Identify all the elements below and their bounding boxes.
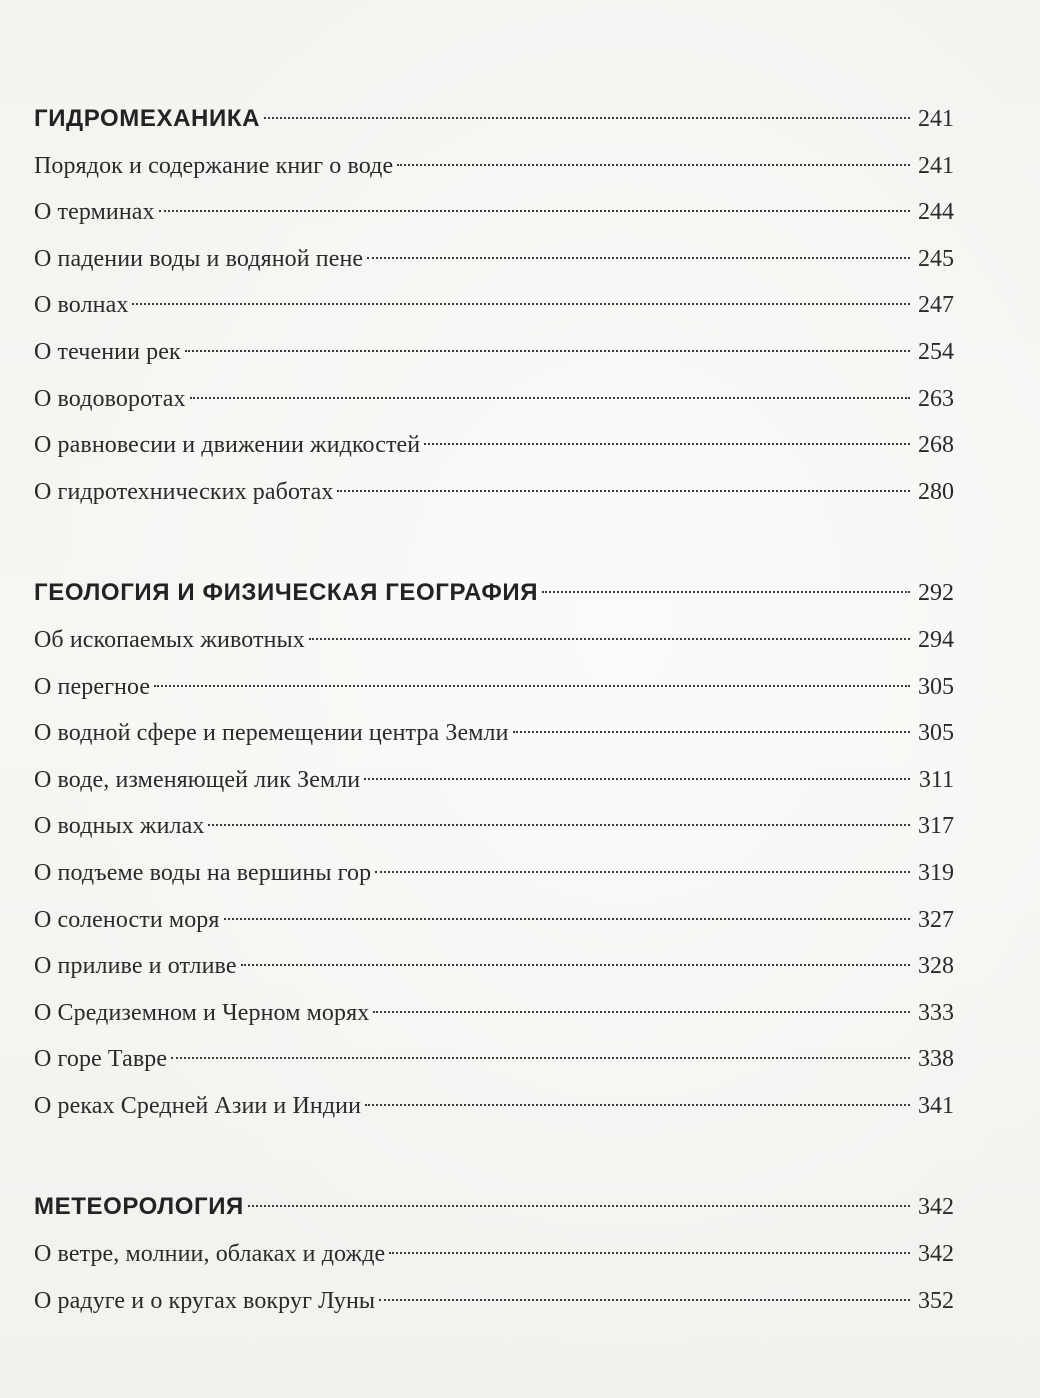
dot-leader	[132, 303, 910, 305]
dot-leader	[513, 731, 910, 733]
toc-entry-title: Об ископаемых животных	[34, 626, 305, 653]
toc-entry	[34, 757, 954, 804]
dot-leader	[208, 824, 910, 826]
toc-section-meteorology	[34, 1184, 954, 1324]
toc-entry-title: О Средиземном и Черном морях	[34, 999, 370, 1026]
toc-entry	[34, 617, 954, 664]
toc-entry	[34, 850, 954, 897]
section-heading-page: 292	[918, 580, 954, 607]
toc-entry-page: 268	[918, 432, 954, 459]
toc-entry-title: О горе Тавре	[34, 1046, 168, 1073]
dot-leader	[185, 350, 910, 352]
toc-entry	[34, 282, 954, 329]
section-heading-page: 241	[918, 106, 954, 132]
toc-entry-title: О подъеме воды на вершины гор	[34, 859, 372, 886]
dot-leader	[365, 1104, 910, 1106]
dot-leader	[241, 964, 910, 966]
toc-entry-title: О падении воды и водяной пене	[34, 245, 364, 272]
toc-entry-title: О водоворотах	[34, 385, 186, 412]
toc-section-hydromechanics	[34, 96, 954, 515]
dot-leader	[389, 1252, 910, 1254]
dot-leader	[248, 1205, 910, 1207]
section-spacer	[34, 1129, 954, 1184]
toc-entry-title: О перегное	[34, 673, 151, 700]
toc-entry-title: О солености моря	[34, 906, 220, 933]
toc-entry	[34, 990, 954, 1037]
toc-entry-title: О ветре, молнии, облаках и дожде	[34, 1241, 386, 1268]
toc-entry	[34, 1278, 954, 1325]
toc-entry-page: 244	[918, 199, 954, 226]
toc-entry	[34, 664, 954, 711]
toc-entry	[34, 897, 954, 944]
dot-leader	[364, 778, 910, 780]
dot-leader	[542, 591, 910, 593]
toc-section-geology	[34, 570, 954, 1129]
toc-entry-page: 294	[918, 626, 954, 653]
section-heading-title: ГЕОЛОГИЯ И ФИЗИЧЕСКАЯ ГЕОГРАФИЯ	[34, 579, 539, 607]
section-heading	[34, 1184, 954, 1231]
toc-entry	[34, 803, 954, 850]
toc-entry	[34, 1036, 954, 1083]
section-heading	[34, 96, 954, 143]
section-heading-page: 342	[918, 1194, 954, 1221]
dot-leader	[424, 443, 910, 445]
toc-entry-page: 341	[918, 1092, 954, 1119]
dot-leader	[367, 257, 910, 259]
toc-entry-title: О водной сфере и перемещении центра Земли	[34, 720, 509, 747]
dot-leader	[264, 117, 910, 119]
toc-entry	[34, 1231, 954, 1278]
dot-leader	[154, 685, 910, 687]
toc-entry	[34, 189, 954, 236]
section-spacer	[34, 515, 954, 570]
toc-entry-page: 317	[918, 813, 954, 840]
toc-entry-page: 241	[918, 152, 954, 179]
dot-leader	[375, 871, 910, 873]
dot-leader	[337, 490, 910, 492]
toc-entry-page: 254	[918, 338, 954, 365]
dot-leader	[190, 397, 910, 399]
toc-entry	[34, 710, 954, 757]
toc-entry-title: О воде, изменяющей лик Земли	[34, 766, 361, 793]
toc-entry-page: 311	[918, 766, 954, 793]
toc-entry-page: 333	[918, 999, 954, 1026]
toc-entry-title: О терминах	[34, 199, 155, 226]
toc-entry-page: 338	[918, 1046, 954, 1073]
dot-leader	[171, 1057, 910, 1059]
dot-leader	[373, 1011, 910, 1013]
toc-entry	[34, 422, 954, 469]
toc-entry-page: 328	[918, 953, 954, 980]
dot-leader	[224, 918, 910, 920]
section-heading	[34, 570, 954, 617]
toc-entry-page: 245	[918, 245, 954, 272]
toc-entry-title: О гидротехнических работах	[34, 478, 334, 505]
toc-entry-title: Порядок и содержание книг о воде	[34, 152, 394, 179]
section-heading-title: МЕТЕОРОЛОГИЯ	[34, 1193, 244, 1221]
dot-leader	[159, 210, 910, 212]
toc-entry-page: 263	[918, 385, 954, 412]
toc-entry-page: 305	[918, 720, 954, 747]
toc-entry-page: 352	[918, 1287, 954, 1314]
toc-entry-title: О волнах	[34, 292, 129, 319]
toc-entry-title: О водных жилах	[34, 813, 205, 840]
dot-leader	[379, 1299, 910, 1301]
toc-entry-page: 280	[918, 478, 954, 505]
toc-entry	[34, 943, 954, 990]
toc-entry-title: О равновесии и движении жидкостей	[34, 432, 421, 459]
toc-entry	[34, 376, 954, 423]
toc-entry-page: 342	[918, 1241, 954, 1268]
toc-entry-title: О приливе и отливе	[34, 953, 237, 980]
dot-leader	[309, 638, 910, 640]
toc-entry	[34, 236, 954, 283]
toc-entry-page: 247	[918, 292, 954, 319]
table-of-contents	[34, 96, 954, 1324]
toc-entry	[34, 143, 954, 190]
toc-entry-title: О радуге и о кругах вокруг Луны	[34, 1287, 376, 1314]
toc-entry	[34, 329, 954, 376]
toc-entry-page: 327	[918, 906, 954, 933]
toc-entry	[34, 469, 954, 516]
toc-entry	[34, 1083, 954, 1130]
toc-entry-page: 319	[918, 859, 954, 886]
dot-leader	[397, 164, 910, 166]
toc-entry-page: 305	[918, 673, 954, 700]
toc-entry-title: О течении рек	[34, 338, 181, 365]
section-heading-title: ГИДРОМЕХАНИКА	[34, 105, 261, 132]
toc-entry-title: О реках Средней Азии и Индии	[34, 1092, 362, 1119]
